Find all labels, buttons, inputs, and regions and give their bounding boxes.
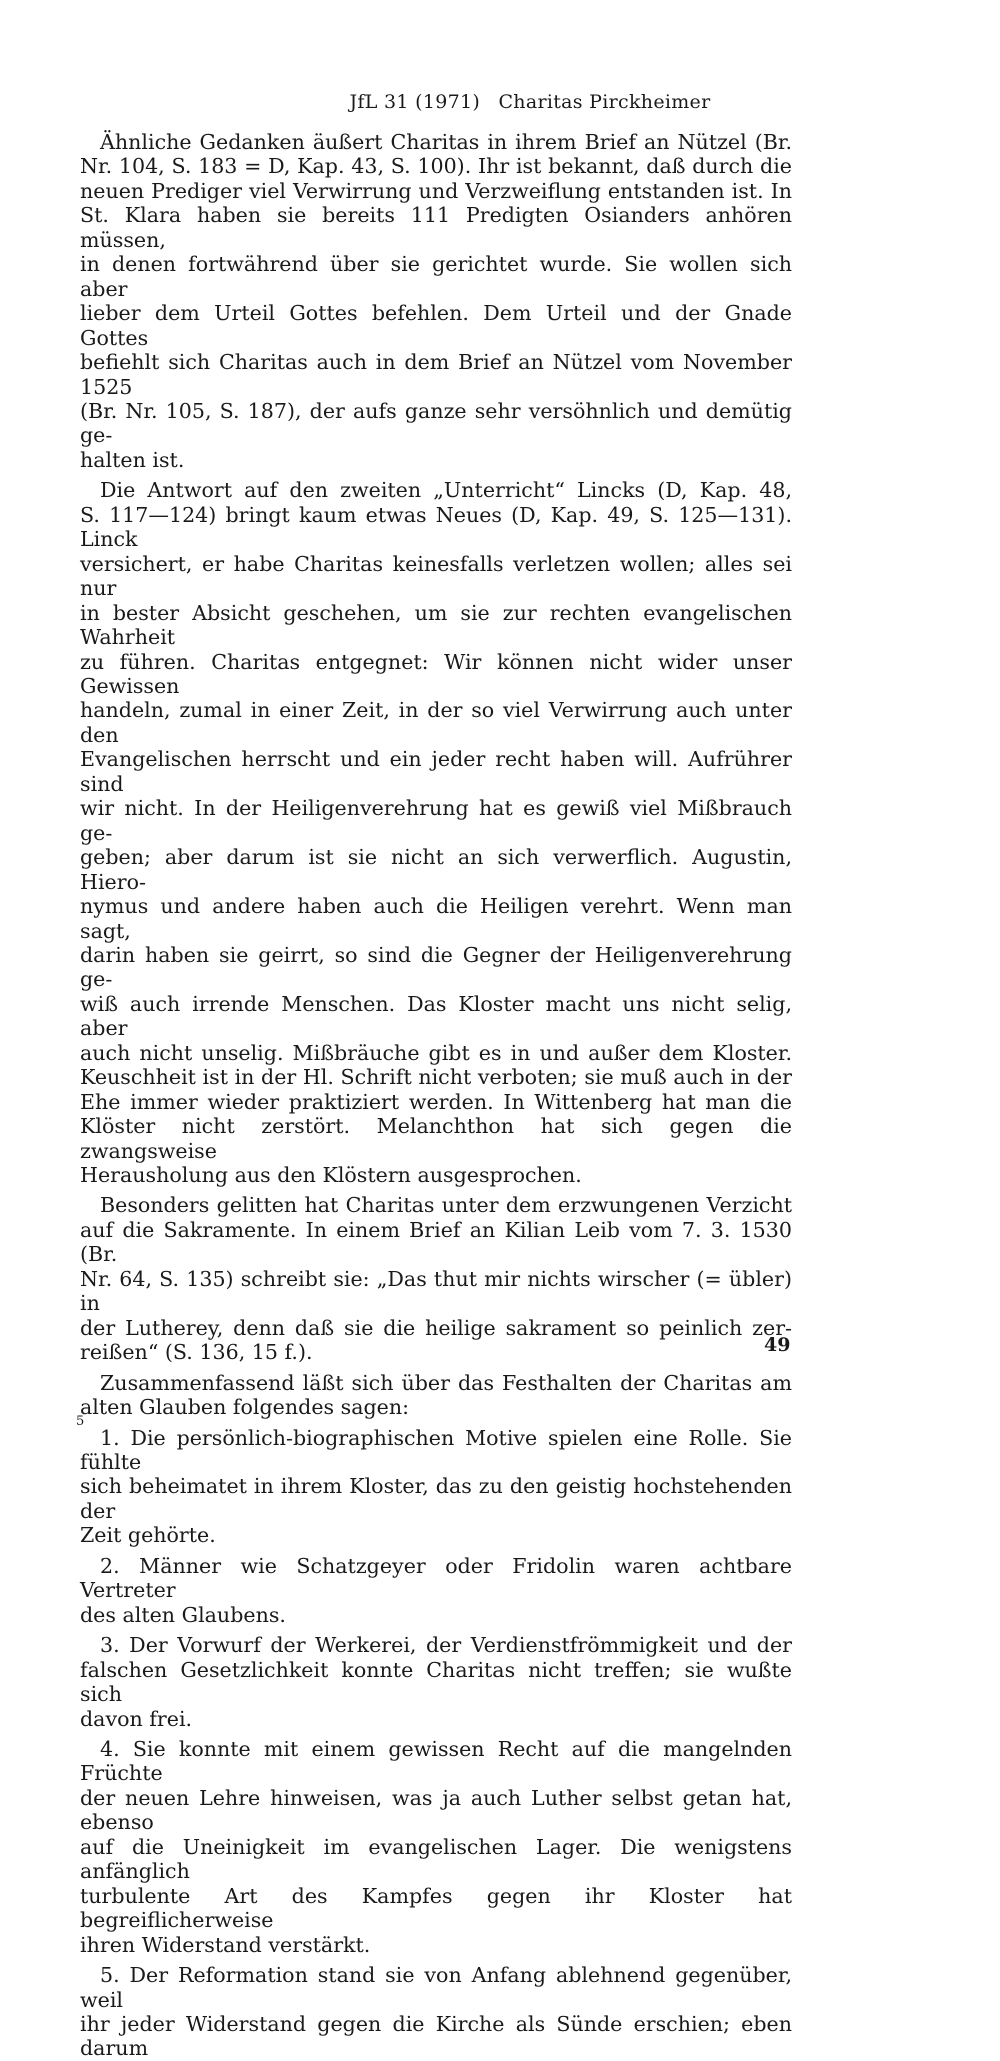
paragraph [80,1633,792,1731]
text-line: ihren Widerstand verstärkt. [80,1932,371,1957]
paragraph [80,1193,792,1364]
text-line: der neuen Lehre hinweisen, was ja auch Luther selbst getan hat, ebenso [80,1785,792,1835]
text-line: der Lutherey, denn daß sie die heilige sakrament so peinlich zer- [80,1315,792,1340]
running-header [0,91,1000,113]
text-line: Zusammenfassend läßt sich über das Festhalten der Charitas am [100,1370,792,1395]
text-line: zu führen. Charitas entgegnet: Wir können nicht wider unser Gewissen [80,649,792,698]
text-line: auch nicht unselig. Mißbräuche gibt es in und außer dem Kloster. [80,1040,792,1065]
text-line: 1. Die persönlich-biographischen Motive spielen eine Rolle. Sie fühlte [80,1425,792,1475]
body-text [80,130,792,2061]
text-line: handeln, zumal in einer Zeit, in der so viel Verwirrung auch unter den [80,698,792,747]
text-line: S. 117—124) bringt kaum etwas Neues (D, Kap. 49, S. 125—131). Linck [80,502,792,552]
text-line: befiehlt sich Charitas auch in dem Brief an Nützel vom November 1525 [80,350,792,399]
text-line: versichert, er habe Charitas keinesfalls verletzen wollen; alles sei nur [80,551,792,601]
text-line: sich beheimatet in ihrem Kloster, das zu den geistig hochstehenden der [80,1474,792,1523]
running-title: Charitas Pirckheimer [498,91,711,113]
text-line: Evangelischen herrscht und ein jeder recht haben will. Aufrührer sind [80,747,792,796]
text-line: 4. Sie konnte mit einem gewissen Recht auf die mangelnden Früchte [80,1737,792,1786]
text-line: Nr. 64, S. 135) schreibt sie: „Das thut mir nichts wirscher (= übler) in [80,1266,792,1316]
text-line: in denen fortwährend über sie gerichtet wurde. Sie wollen sich aber [80,252,792,301]
text-line: auf die Sakramente. In einem Brief an Kilian Leib vom 7. 3. 1530 (Br. [80,1217,792,1267]
text-line: falschen Gesetzlichkeit konnte Charitas nicht treffen; sie wußte sich [80,1657,792,1707]
text-line: lieber dem Urteil Gottes befehlen. Dem Urteil und der Gnade Gottes [80,301,792,350]
text-line: neuen Prediger viel Verwirrung und Verzweiflung entstanden ist. In [80,178,792,203]
text-line: Die Antwort auf den zweiten „Unterricht“ Lincks (D, Kap. 48, [100,478,792,503]
text-line: wir nicht. In der Heiligenverehrung hat es gewiß viel Mißbrauch ge- [80,796,792,845]
text-line: turbulente Art des Kampfes gegen ihr Kloster hat begreiflicherweise [80,1883,792,1933]
text-line: 3. Der Vorwurf der Werkerei, der Verdienstfrömmigkeit und der [100,1633,792,1658]
text-line: (Br. Nr. 105, S. 187), der aufs ganze sehr versöhnlich und demütig ge- [80,398,792,448]
text-line: ihr jeder Widerstand gegen die Kirche als Sünde erschien; eben darum [80,2011,792,2061]
text-line: des alten Glaubens. [80,1602,286,1627]
text-line: 2. Männer wie Schatzgeyer oder Fridolin waren achtbare Vertreter [80,1553,792,1603]
text-line: alten Glauben folgendes sagen: [80,1395,410,1420]
text-line: Zeit gehörte. [80,1523,216,1548]
text-line: Herausholung aus den Klöstern ausgesprochen. [80,1163,582,1188]
page-number: 49 [764,1334,791,1356]
text-line: Ähnliche Gedanken äußert Charitas in ihrem Brief an Nützel (Br. [100,130,792,154]
text-line: geben; aber darum ist sie nicht an sich verwerflich. Augustin, Hiero- [80,845,792,894]
text-line: darin haben sie geirrt, so sind die Gegner der Heiligenverehrung ge- [80,942,792,992]
text-line: reißen“ (S. 136, 15 f.). [80,1340,313,1365]
text-line: 5. Der Reformation stand sie von Anfang ablehnend gegenüber, weil [80,1963,792,2012]
text-line: Keuschheit ist in der Hl. Schrift nicht verboten; sie muß auch in der [80,1065,792,1090]
paragraph [80,130,792,472]
paragraph [80,1963,792,2061]
text-line: Nr. 104, S. 183 = D, Kap. 43, S. 100). Ihr ist bekannt, daß durch die [80,154,792,179]
text-line: auf die Uneinigkeit im evangelischen Lager. Die wenigstens anfänglich [80,1834,792,1884]
text-line: St. Klara haben sie bereits 111 Predigten Osianders anhören müssen, [80,203,792,252]
paragraph [80,478,792,1187]
paragraph [80,1426,792,1548]
text-line: in bester Absicht geschehen, um sie zur rechten evangelischen Wahrheit [80,600,792,650]
text-line: wiß auch irrende Menschen. Das Kloster macht uns nicht selig, aber [80,991,792,1041]
text-line: Ehe immer wieder praktiziert werden. In Wittenberg hat man die [80,1089,792,1114]
text-line: davon frei. [80,1706,193,1731]
paragraph [80,1554,792,1627]
text-line: Klöster nicht zerstört. Melanchthon hat sich gegen die zwangsweise [80,1114,792,1163]
paragraph [80,1737,792,1957]
text-line: nymus und andere haben auch die Heiligen verehrt. Wenn man sagt, [80,894,792,943]
journal-reference: JfL 31 (1971) [349,91,481,113]
signature-mark: 5 [76,1414,85,1429]
text-line: Besonders gelitten hat Charitas unter dem erzwungenen Verzicht [100,1193,792,1218]
text-line: halten ist. [80,447,185,472]
paragraph [80,1371,792,1420]
